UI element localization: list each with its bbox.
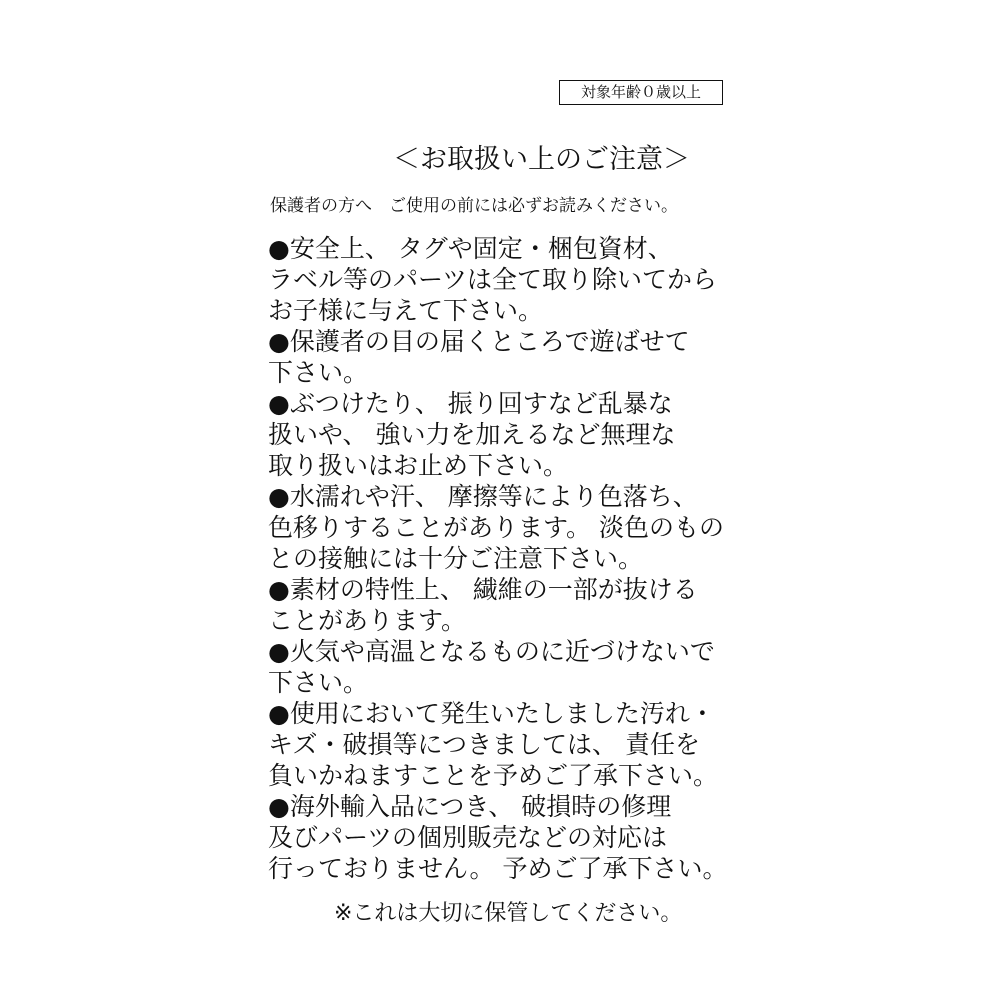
caution-line: 下さい。 <box>268 668 369 697</box>
caution-item-8 <box>268 791 768 884</box>
caution-item-4 <box>268 481 768 574</box>
caution-item-3 <box>268 388 768 481</box>
caution-line: ことがあります。 <box>268 606 467 635</box>
caution-line: ●火気や高温となるものに近づけないで <box>268 637 715 666</box>
caution-line: との接触には十分ご注意下さい。 <box>268 544 644 573</box>
caution-item-1 <box>268 233 768 326</box>
guardian-intro: 保護者の方へ ご使用の前には必ずお読みください。 <box>270 196 678 216</box>
caution-line: ●保護者の目の届くところで遊ばせて <box>268 327 690 356</box>
caution-line: 負いかねますことを予めご了承下さい。 <box>268 761 719 790</box>
caution-line: ●素材の特性上、 繊維の一部が抜ける <box>268 575 698 604</box>
caution-line: 及びパーツの個別販売などの対応は <box>268 823 668 852</box>
caution-line: キズ・破損等につきましては、 責任を <box>268 730 700 759</box>
caution-line: ●水濡れや汗、 摩擦等により色落ち、 <box>268 482 698 511</box>
caution-line: 下さい。 <box>268 358 369 387</box>
caution-line: 色移りすることがあります。 淡色のもの <box>268 513 724 542</box>
caution-item-6 <box>268 636 768 698</box>
caution-item-7 <box>268 698 768 791</box>
caution-line: お子様に与えて下さい。 <box>268 296 544 325</box>
caution-item-2 <box>268 326 768 388</box>
caution-line: 行っておりません。 予めご了承下さい。 <box>268 854 728 883</box>
age-rating-badge: 対象年齢０歳以上 <box>559 80 723 105</box>
caution-line: ラベル等のパーツは全て取り除いてから <box>268 265 718 294</box>
caution-line: 取り扱いはお止め下さい。 <box>268 451 569 480</box>
notice-title: ＜お取扱い上のご注意＞ <box>393 144 690 175</box>
caution-line: ●ぶつけたり、 振り回すなど乱暴な <box>268 389 673 418</box>
caution-line: ●安全上、 タグや固定・梱包資材、 <box>268 234 673 263</box>
caution-list <box>268 233 768 884</box>
caution-line: ●海外輸入品につき、 破損時の修理 <box>268 792 672 821</box>
storage-reminder: ※これは大切に保管してください。 <box>334 901 683 926</box>
caution-line: 扱いや、 強い力を加えるなど無理な <box>268 420 676 449</box>
caution-item-5 <box>268 574 768 636</box>
caution-line: ●使用において発生いたしました汚れ・ <box>268 699 715 728</box>
